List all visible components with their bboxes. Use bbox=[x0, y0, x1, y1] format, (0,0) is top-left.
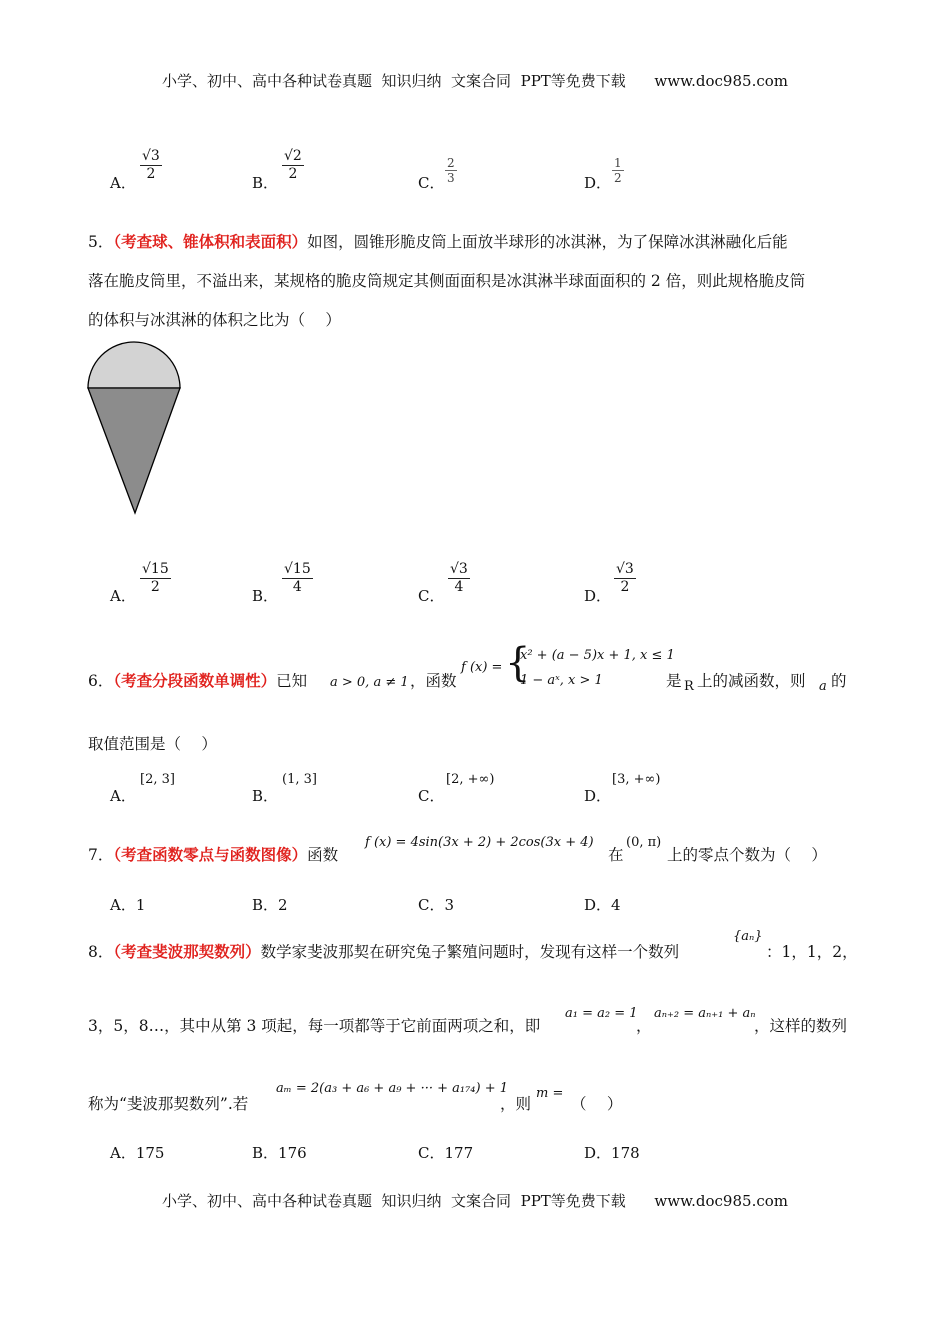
q8-option-d: D．178 bbox=[584, 1144, 640, 1162]
q6-reals: R bbox=[684, 679, 694, 694]
q8-option-a: A．175 bbox=[110, 1144, 165, 1162]
q6-text-1: 已知 bbox=[276, 672, 308, 690]
q8-line-2-start: 3，5，8…，其中从第 3 项起，每一项都等于它前面两项之和，即 bbox=[88, 1017, 541, 1035]
q6-case-2: 1 − aˣ, x > 1 bbox=[520, 673, 603, 688]
q6-option-a-label: A． bbox=[110, 787, 136, 805]
q7-option-a: A．1 bbox=[110, 896, 146, 914]
q4-option-b-label: B． bbox=[252, 174, 279, 192]
q6-line-1-start bbox=[88, 671, 307, 691]
q6-variable-a: a bbox=[819, 679, 827, 694]
q5-option-b-fraction: $\frac{√15}{4}$ bbox=[284, 561, 311, 595]
q5-text-1: 如图，圆锥形脆皮筒上面放半球形的冰淇淋，为了保障冰淇淋融化后能 bbox=[307, 233, 788, 251]
q5-option-a-fraction: $\frac{√15}{2}$ bbox=[142, 561, 169, 595]
cone-shell bbox=[88, 388, 180, 513]
q6-brace: { bbox=[505, 640, 531, 686]
q4-option-b-fraction: $\frac{√2}{2}$ bbox=[284, 148, 302, 182]
q6-option-d-value: [3, +∞) bbox=[612, 772, 661, 787]
q8-number: 8． bbox=[88, 943, 114, 961]
q4-option-a-label: A． bbox=[110, 174, 136, 192]
q5-topic-tag: （考查球、锥体积和表面积） bbox=[113, 232, 308, 251]
q5-line-2: 落在脆皮筒里，不溢出来，某规格的脆皮筒规定其侧面面积是冰淇淋半球面面积的 2 倍，则此规格脆皮筒 bbox=[88, 272, 806, 290]
q7-text-1: 函数 bbox=[307, 846, 339, 864]
hemisphere-ice-cream bbox=[88, 342, 180, 388]
q6-option-c-label: C． bbox=[418, 787, 445, 805]
q6-option-b-value: (1, 3] bbox=[282, 772, 317, 787]
q8-option-b: B．176 bbox=[252, 1144, 307, 1162]
q6-text-5: 的 bbox=[831, 672, 847, 690]
q6-option-b-label: B． bbox=[252, 787, 279, 805]
q6-number: 6． bbox=[88, 672, 114, 690]
q7-text-2: 在 bbox=[608, 846, 624, 864]
q6-condition: a > 0, a ≠ 1 bbox=[330, 675, 409, 690]
page-footer: 小学、初中、高中各种试卷真题 知识归纳 文案合同 PPT等免费下载 www.doc985.com bbox=[161, 1192, 788, 1210]
q6-text-3: 是 bbox=[666, 672, 682, 690]
q6-text-2: ，函数 bbox=[410, 672, 457, 690]
q8-text-2: ：1，1，2， bbox=[766, 943, 858, 961]
q8-text-4: ，则 bbox=[500, 1095, 532, 1113]
q7-interval: (0, π) bbox=[626, 835, 662, 850]
q7-option-b: B．2 bbox=[252, 896, 288, 914]
q8-topic-tag: （考查斐波那契数列） bbox=[113, 942, 261, 961]
q7-line-1-start bbox=[88, 845, 338, 865]
q7-option-c: C．3 bbox=[418, 896, 455, 914]
q8-sequence: {aₙ} bbox=[733, 929, 763, 944]
q7-number: 7． bbox=[88, 846, 114, 864]
q5-option-c-fraction: $\frac{√3}{4}$ bbox=[450, 561, 468, 595]
q7-function: f (x) = 4sin(3x + 2) + 2cos(3x + 4) bbox=[365, 835, 594, 850]
q4-option-c-label: C． bbox=[418, 174, 445, 192]
q7-option-d: D．4 bbox=[584, 896, 621, 914]
q8-text-1: 数学家斐波那契在研究兔子繁殖问题时，发现有这样一个数列 bbox=[260, 943, 680, 961]
q5-line-3: 的体积与冰淇淋的体积之比为（ ） bbox=[88, 311, 341, 329]
q8-line-1-start bbox=[88, 942, 679, 962]
q5-option-d-fraction: $\frac{√3}{2}$ bbox=[616, 561, 634, 595]
q8-option-c: C．177 bbox=[418, 1144, 474, 1162]
q6-option-d-label: D． bbox=[584, 787, 612, 805]
q5-option-d-label: D． bbox=[584, 587, 612, 605]
page-header: 小学、初中、高中各种试卷真题 知识归纳 文案合同 PPT等免费下载 www.doc985.com bbox=[161, 72, 788, 90]
q6-text-4: 上的减函数，则 bbox=[697, 672, 806, 690]
q6-option-c-value: [2, +∞) bbox=[446, 772, 495, 787]
ice-cream-cone-figure bbox=[84, 340, 186, 520]
q4-option-d-fraction: $\frac{1}{2}$ bbox=[614, 156, 622, 185]
q5-option-b-label: B． bbox=[252, 587, 279, 605]
q8-text-3: ，这样的数列 bbox=[754, 1017, 848, 1035]
q6-option-a-value: [2, 3] bbox=[140, 772, 175, 787]
q8-initial-terms: a₁ = a₂ = 1 bbox=[565, 1006, 638, 1021]
q4-option-a-fraction: $\frac{√3}{2}$ bbox=[142, 148, 160, 182]
q6-line-2: 取值范围是（ ） bbox=[88, 735, 217, 753]
q4-option-c-fraction: $\frac{2}{3}$ bbox=[447, 156, 455, 185]
q8-comma: ， bbox=[636, 1017, 652, 1035]
q6-case-1: x² + (a − 5)x + 1, x ≤ 1 bbox=[520, 648, 675, 663]
q7-topic-tag: （考查函数零点与函数图像） bbox=[113, 845, 308, 864]
q5-option-a-label: A． bbox=[110, 587, 136, 605]
q5-number: 5． bbox=[88, 233, 114, 251]
q5-line-1 bbox=[88, 232, 788, 252]
q4-option-d-label: D． bbox=[584, 174, 612, 192]
q8-recurrence: aₙ₊₂ = aₙ₊₁ + aₙ bbox=[654, 1006, 756, 1021]
q8-m-equals: m = bbox=[536, 1086, 564, 1101]
q7-text-3: 上的零点个数为（ ） bbox=[667, 846, 827, 864]
q6-function-name: f (x) = bbox=[461, 660, 503, 675]
q8-line-3-start: 称为“斐波那契数列”.若 bbox=[88, 1095, 249, 1113]
q5-option-c-label: C． bbox=[418, 587, 445, 605]
q8-equation: aₘ = 2(a₃ + a₆ + a₉ + ··· + a₁₇₄) + 1 bbox=[276, 1081, 509, 1096]
q6-topic-tag: （考查分段函数单调性） bbox=[113, 671, 277, 690]
q8-answer-paren: （ ） bbox=[571, 1095, 623, 1113]
